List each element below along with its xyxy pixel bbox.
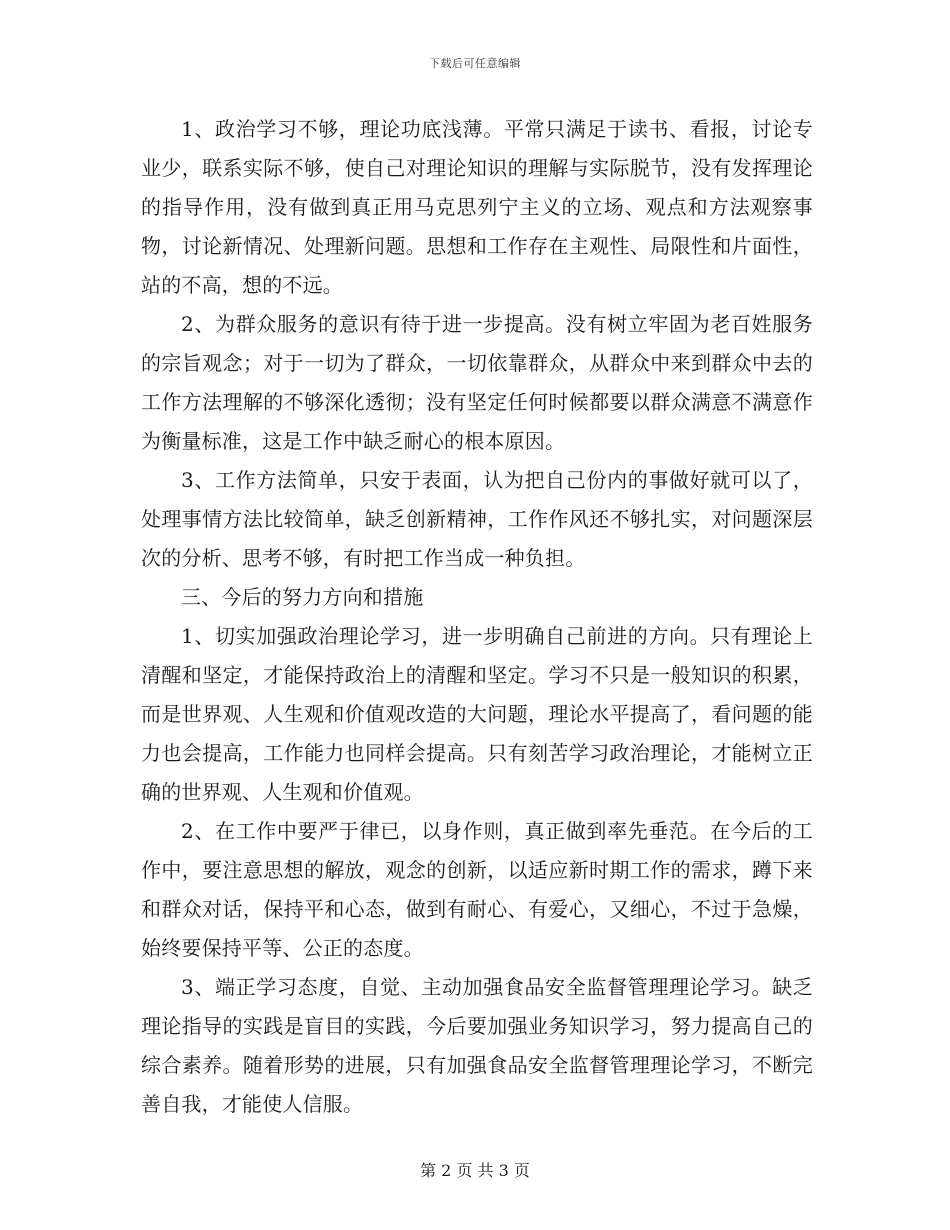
document-body: [141, 110, 813, 1124]
paragraph-5: 2、在工作中要严于律已，以身作则，真正做到率先垂范。在今后的工作中，要注意思想的解放，观念的创新，以适应新时期工作的需求，蹲下来和群众对话，保持平和心态，做到有耐心、有爱心，又细心，不过于急燥，始终要保持平等、公正的态度。: [141, 819, 813, 960]
paragraph-3: 3、工作方法简单，只安于表面，认为把自己份内的事做好就可以了，处理事情方法比较简单，缺乏创新精神，工作作风还不够扎实，对问题深层次的分析、思考不够，有时把工作当成一种负担。: [141, 468, 813, 570]
section-heading: 三、今后的努力方向和措施: [181, 585, 424, 609]
page-header: 下载后可任意编辑: [429, 57, 521, 70]
paragraph-4: 1、切实加强政治理论学习，进一步明确自己前进的方向。只有理论上清醒和坚定，才能保持政治上的清醒和坚定。学习不只是一般知识的积累，而是世界观、人生观和价值观改造的大问题，理论水平提高了，看问题的能力也会提高，工作能力也同样会提高。只有刻苦学习政治理论，才能树立正确的世界观、人生观和价值观。: [141, 624, 813, 804]
paragraph-2: 2、为群众服务的意识有待于进一步提高。没有树立牢固为老百姓服务的宗旨观念；对于一切为了群众，一切依靠群众，从群众中来到群众中去的工作方法理解的不够深化透彻；没有坚定任何时候都要以群众满意不满意作为衡量标准，这是工作中缺乏耐心的根本原因。: [141, 312, 813, 453]
paragraph-6: 3、端正学习态度，自觉、主动加强食品安全监督管理理论学习。缺乏理论指导的实践是盲目的实践，今后要加强业务知识学习，努力提高自己的综合素养。随着形势的进展，只有加强食品安全监督管理理论学习，不断完善自我，才能使人信服。: [141, 975, 813, 1116]
paragraph-1: 1、政治学习不够，理论功底浅薄。平常只满足于读书、看报，讨论专业少，联系实际不够，使自己对理论知识的理解与实际脱节，没有发挥理论的指导作用，没有做到真正用马克思列宁主义的立场、观点和方法观察事物，讨论新情况、处理新问题。思想和工作存在主观性、局限性和片面性，站的不高，想的不远。: [141, 117, 813, 297]
page-footer: 第 2 页 共 3 页: [420, 1161, 530, 1180]
